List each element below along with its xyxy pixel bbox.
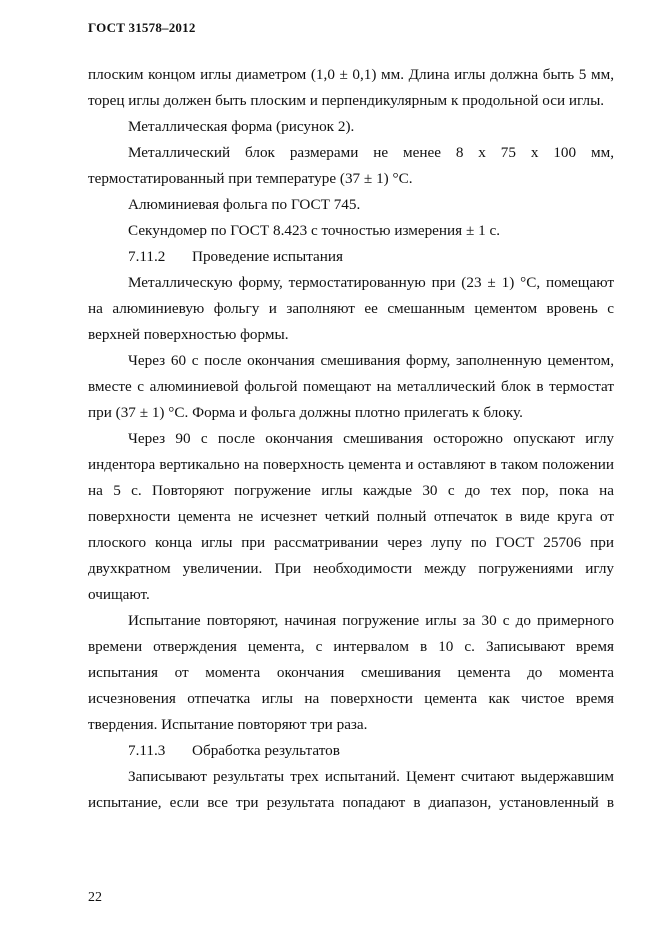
section-number: 7.11.3 — [128, 742, 166, 759]
paragraph: плоским концом иглы диаметром (1,0 ± 0,1) мм. Длина иглы должна быть 5 мм, торец иглы должен быть плоским и перпендикулярным к продольной оси иглы. — [88, 66, 614, 109]
paragraph: Секундомер по ГОСТ 8.423 с точностью измерения ± 1 с. — [128, 222, 501, 239]
paragraph: Металлический блок размерами не менее 8 x 75 x 100 мм, термостатированный при температуре (37 ± 1) °С. — [88, 144, 614, 187]
paragraph: Испытание повторяют, начиная погружение иглы за 30 с до примерного времени отверждения цемента, с интервалом в 10 с. Записывают время испытания от момента окончания смешивания цемента до момента исчезновения отпечатка иглы на поверхности цемента как чистое время твердения. Испытание повторяют три раза. — [88, 612, 614, 733]
section-heading — [88, 738, 614, 764]
paragraph: Металлическую форму, термостатированную при (23 ± 1) °С, помещают на алюминиевую фольгу и заполняют ее смешанным цементом вровень с верхней поверхностью формы. — [88, 274, 614, 343]
paragraph: Через 60 с после окончания смешивания форму, заполненную цементом, вместе с алюминиевой фольгой помещают на металлический блок в термостат при (37 ± 1) °С. Форма и фольга должны плотно прилегать к блоку. — [88, 352, 614, 421]
document-header: ГОСТ 31578–2012 — [88, 20, 196, 35]
section-title: Проведение испытания — [192, 248, 344, 265]
section-number: 7.11.2 — [128, 248, 166, 265]
document-body — [88, 62, 614, 816]
section-heading — [88, 244, 614, 270]
paragraph: Через 90 с после окончания смешивания осторожно опускают иглу индентора вертикально на поверхность цемента и оставляют в таком положении на 5 с. Повторяют погружение иглы каждые 30 с до тех пор, пока на поверхности цемента не исчезнет четкий полный отпечаток в виде круга от плоского конца иглы при рассматривании через лупу по ГОСТ 25706 при двухкратном увеличении. При необходимости между погружениями иглу очищают. — [88, 430, 614, 603]
paragraph: Алюминиевая фольга по ГОСТ 745. — [128, 196, 361, 213]
page-number: 22 — [88, 890, 102, 905]
paragraph: Записывают результаты трех испытаний. Цемент считают выдержавшим испытание, если все три результата попадают в диапазон, установленный в — [88, 768, 614, 811]
paragraph: Металлическая форма (рисунок 2). — [128, 118, 355, 135]
section-title: Обработка результатов — [192, 742, 340, 759]
